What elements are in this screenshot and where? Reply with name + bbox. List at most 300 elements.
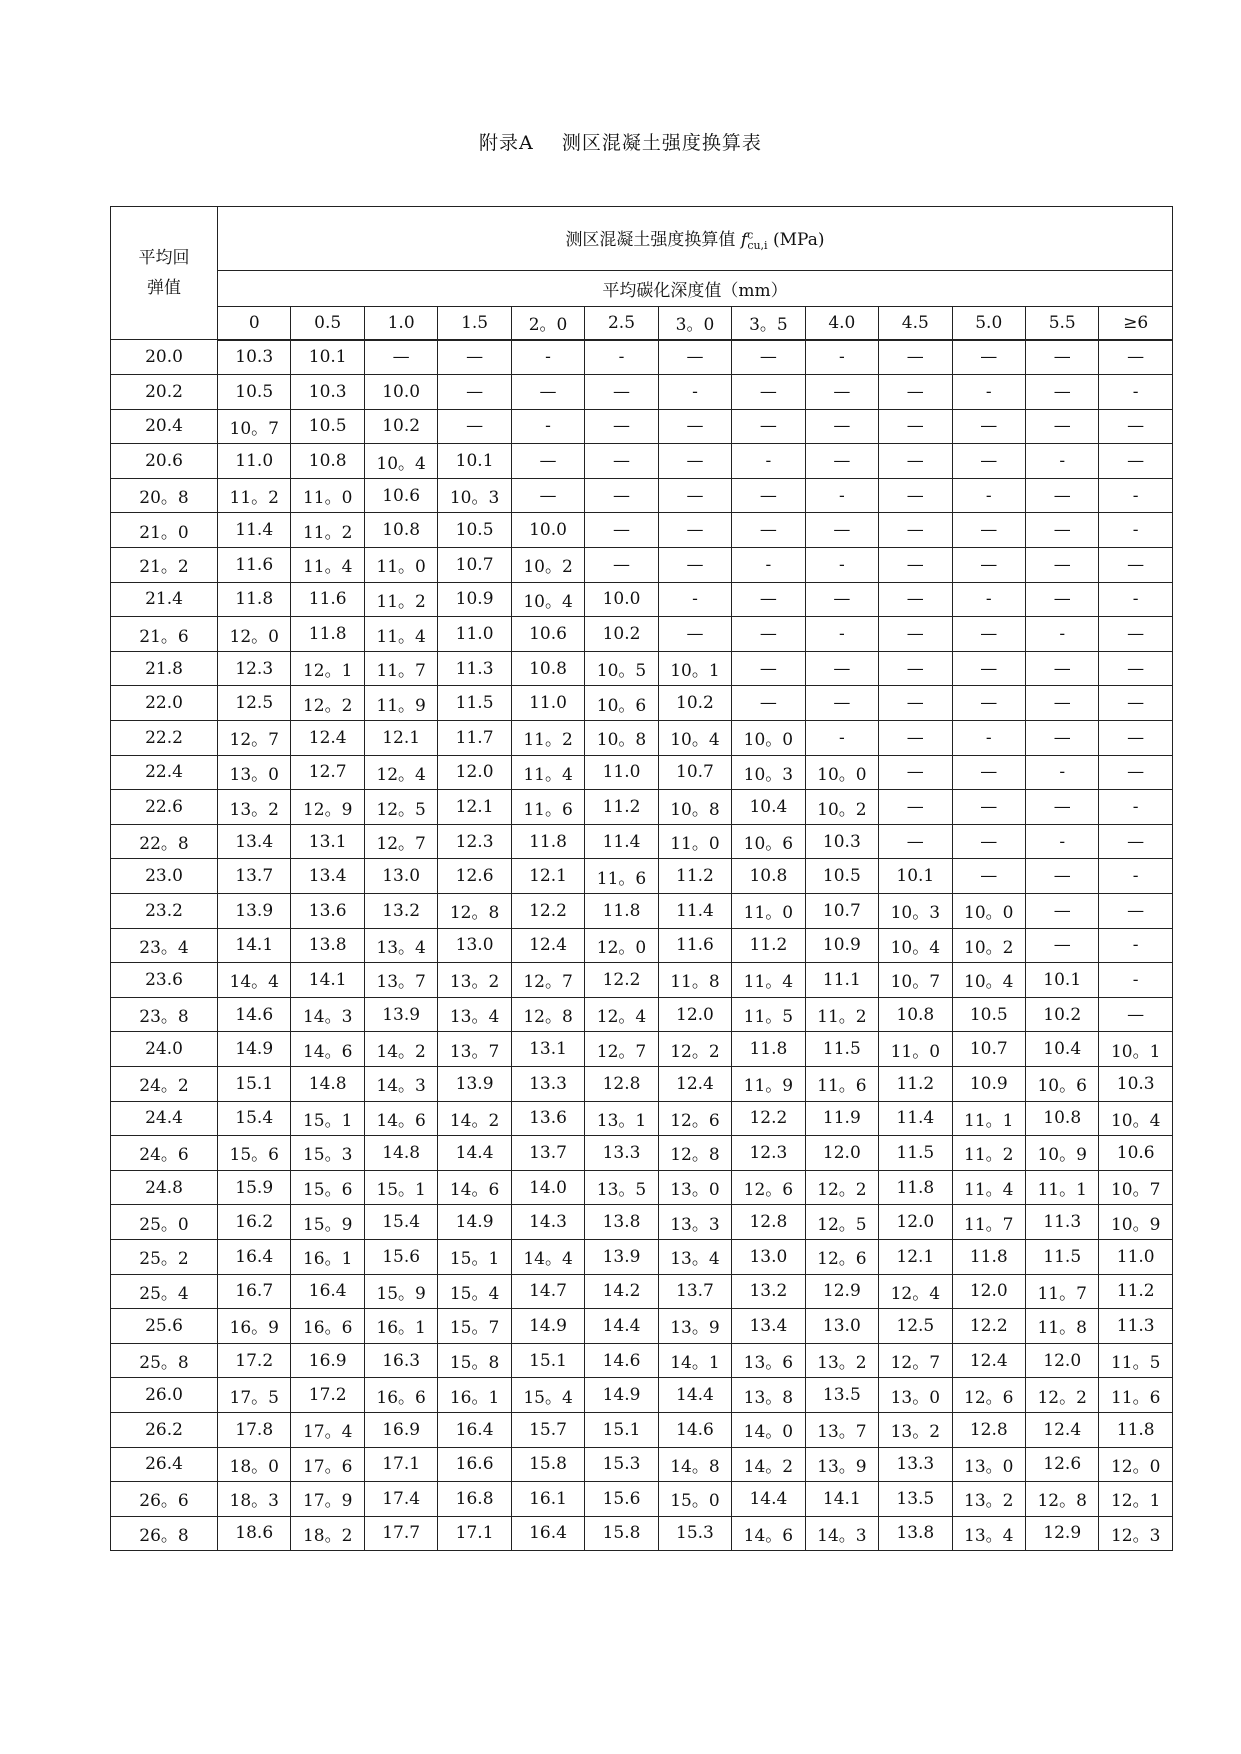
strength-value-cell: 10。8 <box>585 721 658 756</box>
table-body <box>111 340 1173 1551</box>
strength-value-cell: — <box>1099 340 1172 375</box>
strength-value-cell: 15.3 <box>658 1516 731 1551</box>
strength-value-cell: 13.9 <box>438 1066 511 1101</box>
strength-value-cell: 15。6 <box>291 1170 364 1205</box>
strength-value-cell: 12。7 <box>511 963 584 998</box>
strength-value-cell: 12。3 <box>1099 1516 1172 1551</box>
table-row <box>111 1101 1173 1136</box>
strength-value-cell: 11。2 <box>952 1136 1025 1171</box>
strength-value-cell: 13.7 <box>658 1274 731 1309</box>
strength-value-cell: 15。7 <box>438 1309 511 1344</box>
strength-value-cell: — <box>952 755 1025 790</box>
strength-value-cell: — <box>364 340 437 375</box>
strength-value-cell: — <box>658 444 731 479</box>
strength-value-cell: — <box>952 790 1025 825</box>
table-row <box>111 1447 1173 1482</box>
strength-value-cell: 15。9 <box>291 1205 364 1240</box>
strength-value-cell: 15。3 <box>291 1136 364 1171</box>
strength-value-cell: 11.3 <box>1099 1309 1172 1344</box>
group-header-strength <box>218 207 1173 271</box>
strength-value-cell: 11。6 <box>585 859 658 894</box>
strength-value-cell: 12。4 <box>879 1274 952 1309</box>
strength-value-cell: 15.7 <box>511 1412 584 1447</box>
strength-value-cell: — <box>658 409 731 444</box>
strength-value-cell: 11。5 <box>732 997 805 1032</box>
strength-value-cell: 16。1 <box>291 1239 364 1274</box>
strength-value-cell: 10。0 <box>952 894 1025 929</box>
column-header: 0 <box>218 307 291 340</box>
strength-value-cell: 13。2 <box>879 1412 952 1447</box>
strength-value-cell: 14.4 <box>438 1136 511 1171</box>
strength-value-cell: 14.6 <box>585 1343 658 1378</box>
strength-value-cell: 13.6 <box>291 894 364 929</box>
strength-value-cell: 10.0 <box>511 513 584 548</box>
strength-value-cell: 10。0 <box>732 721 805 756</box>
formula-subscript: cu,i <box>747 239 768 253</box>
strength-value-cell: 10.3 <box>805 824 878 859</box>
strength-value-cell: - <box>1099 513 1172 548</box>
strength-value-cell: — <box>1025 928 1098 963</box>
strength-value-cell: 12.2 <box>952 1309 1025 1344</box>
rebound-value-cell: 23。4 <box>111 928 218 963</box>
table-row <box>111 928 1173 963</box>
column-header: 2.5 <box>585 307 658 340</box>
strength-value-cell: 14.4 <box>732 1482 805 1517</box>
strength-value-cell: 12.2 <box>511 894 584 929</box>
strength-value-cell: 13。4 <box>364 928 437 963</box>
strength-value-cell: 12.6 <box>438 859 511 894</box>
strength-value-cell: 13.3 <box>511 1066 584 1101</box>
group-header-unit: (MPa) <box>767 229 825 250</box>
strength-value-cell: — <box>1025 340 1098 375</box>
strength-value-cell: 15.8 <box>511 1447 584 1482</box>
strength-value-cell: — <box>805 444 878 479</box>
strength-value-cell: 10。3 <box>879 894 952 929</box>
strength-value-cell: 15.6 <box>364 1239 437 1274</box>
strength-value-cell: 14.9 <box>511 1309 584 1344</box>
strength-value-cell: 10.0 <box>364 375 437 410</box>
strength-value-cell: 13。2 <box>218 790 291 825</box>
strength-value-cell: 10.9 <box>805 928 878 963</box>
strength-value-cell: - <box>805 340 878 375</box>
rebound-value-cell: 22.0 <box>111 686 218 721</box>
strength-value-cell: 16.9 <box>364 1412 437 1447</box>
strength-value-cell: - <box>805 548 878 583</box>
strength-value-cell: 11。9 <box>364 686 437 721</box>
strength-value-cell: 13。4 <box>438 997 511 1032</box>
table-row <box>111 1239 1173 1274</box>
strength-value-cell: 14.4 <box>658 1378 731 1413</box>
strength-value-cell: 13。3 <box>658 1205 731 1240</box>
strength-value-cell: 15。4 <box>511 1378 584 1413</box>
strength-value-cell: 12。0 <box>585 928 658 963</box>
strength-value-cell: — <box>952 444 1025 479</box>
strength-value-cell: 14.2 <box>585 1274 658 1309</box>
strength-value-cell: 12。2 <box>805 1170 878 1205</box>
strength-value-cell: 11.3 <box>438 651 511 686</box>
strength-value-cell: — <box>658 478 731 513</box>
strength-value-cell: 14。6 <box>732 1516 805 1551</box>
strength-value-cell: 12。0 <box>1099 1447 1172 1482</box>
strength-value-cell: 14。2 <box>438 1101 511 1136</box>
strength-value-cell: 10.1 <box>438 444 511 479</box>
strength-value-cell: 14.9 <box>438 1205 511 1240</box>
formula-superscript: c <box>747 228 754 242</box>
table-row <box>111 375 1173 410</box>
strength-value-cell: 13。1 <box>585 1101 658 1136</box>
strength-value-cell: 15.8 <box>585 1516 658 1551</box>
strength-value-cell: 12.2 <box>585 963 658 998</box>
strength-value-cell: — <box>1025 894 1098 929</box>
table-row <box>111 721 1173 756</box>
strength-value-cell: 11。6 <box>1099 1378 1172 1413</box>
strength-value-cell: — <box>805 651 878 686</box>
strength-value-cell: 12.0 <box>658 997 731 1032</box>
strength-value-cell: 13.4 <box>291 859 364 894</box>
strength-value-cell: 16.4 <box>511 1516 584 1551</box>
strength-value-cell: 10.1 <box>1025 963 1098 998</box>
strength-value-cell: 10.5 <box>952 997 1025 1032</box>
strength-value-cell: 15。6 <box>218 1136 291 1171</box>
strength-value-cell: 11。5 <box>1099 1343 1172 1378</box>
strength-value-cell: 13。0 <box>218 755 291 790</box>
rebound-value-cell: 26.0 <box>111 1378 218 1413</box>
strength-value-cell: 10.7 <box>805 894 878 929</box>
strength-value-cell: — <box>879 375 952 410</box>
strength-value-cell: 12.7 <box>291 755 364 790</box>
column-header: 4.0 <box>805 307 878 340</box>
strength-value-cell: 12。1 <box>1099 1482 1172 1517</box>
strength-value-cell: — <box>1025 409 1098 444</box>
rebound-value-cell: 20.6 <box>111 444 218 479</box>
strength-value-cell: — <box>952 340 1025 375</box>
strength-value-cell: 14。6 <box>291 1032 364 1067</box>
rebound-value-cell: 25。0 <box>111 1205 218 1240</box>
column-header: 4.5 <box>879 307 952 340</box>
table-row <box>111 1170 1173 1205</box>
strength-value-cell: 13.5 <box>805 1378 878 1413</box>
strength-value-cell: - <box>511 340 584 375</box>
strength-value-cell: 12。8 <box>1025 1482 1098 1517</box>
table-row <box>111 1343 1173 1378</box>
strength-value-cell: — <box>879 755 952 790</box>
strength-value-cell: 10.9 <box>438 582 511 617</box>
strength-value-cell: — <box>1025 686 1098 721</box>
strength-value-cell: 16.7 <box>218 1274 291 1309</box>
strength-value-cell: 10.1 <box>879 859 952 894</box>
strength-value-cell: — <box>1025 790 1098 825</box>
strength-value-cell: 12。8 <box>511 997 584 1032</box>
strength-value-cell: — <box>879 513 952 548</box>
rebound-value-cell: 24.8 <box>111 1170 218 1205</box>
strength-value-cell: 15.1 <box>218 1066 291 1101</box>
strength-value-cell: 12.5 <box>218 686 291 721</box>
strength-value-cell: — <box>1099 686 1172 721</box>
strength-value-cell: — <box>879 548 952 583</box>
strength-value-cell: 13.4 <box>218 824 291 859</box>
strength-value-cell: 17.2 <box>218 1343 291 1378</box>
strength-value-cell: 14.4 <box>585 1309 658 1344</box>
strength-value-cell: 13。2 <box>952 1482 1025 1517</box>
strength-value-cell: 12.1 <box>879 1239 952 1274</box>
rebound-value-cell: 21。0 <box>111 513 218 548</box>
strength-value-cell: 15.4 <box>218 1101 291 1136</box>
strength-value-cell: 13。7 <box>364 963 437 998</box>
strength-value-cell: 11.8 <box>291 617 364 652</box>
strength-value-cell: 11。7 <box>364 651 437 686</box>
strength-value-cell: 16。6 <box>291 1309 364 1344</box>
strength-value-cell: 10。4 <box>879 928 952 963</box>
strength-value-cell: 16。1 <box>364 1309 437 1344</box>
strength-value-cell: - <box>1099 478 1172 513</box>
strength-value-cell: 10。4 <box>511 582 584 617</box>
strength-value-cell: 12。7 <box>879 1343 952 1378</box>
strength-value-cell: 16.1 <box>511 1482 584 1517</box>
strength-value-cell: - <box>658 582 731 617</box>
strength-value-cell: 13.8 <box>879 1516 952 1551</box>
strength-value-cell: 13。0 <box>952 1447 1025 1482</box>
strength-value-cell: 13。9 <box>658 1309 731 1344</box>
strength-value-cell: 11。6 <box>805 1066 878 1101</box>
rebound-value-cell: 22.6 <box>111 790 218 825</box>
table-row <box>111 859 1173 894</box>
strength-value-cell: 11.0 <box>218 444 291 479</box>
strength-value-cell: 15.3 <box>585 1447 658 1482</box>
strength-value-cell: 11。0 <box>732 894 805 929</box>
strength-value-cell: 11.0 <box>438 617 511 652</box>
strength-value-cell: — <box>1025 651 1098 686</box>
strength-value-cell: 13.4 <box>732 1309 805 1344</box>
strength-value-cell: 13。8 <box>732 1378 805 1413</box>
strength-value-cell: 16。9 <box>218 1309 291 1344</box>
strength-value-cell: 12.1 <box>438 790 511 825</box>
strength-value-cell: — <box>1099 617 1172 652</box>
rebound-value-cell: 20。8 <box>111 478 218 513</box>
strength-value-cell: 13.2 <box>732 1274 805 1309</box>
strength-value-cell: 10。4 <box>952 963 1025 998</box>
strength-value-cell: — <box>1099 651 1172 686</box>
strength-value-cell: 10.0 <box>585 582 658 617</box>
strength-value-cell: 13。0 <box>658 1170 731 1205</box>
strength-value-cell: 13.9 <box>585 1239 658 1274</box>
strength-value-cell: - <box>1025 755 1098 790</box>
row-header-rebound-value <box>111 207 218 340</box>
strength-value-cell: 10.1 <box>291 340 364 375</box>
strength-value-cell: — <box>438 409 511 444</box>
strength-value-cell: - <box>952 478 1025 513</box>
strength-value-cell: 11.2 <box>585 790 658 825</box>
rebound-value-cell: 20.2 <box>111 375 218 410</box>
strength-value-cell: 10.8 <box>879 997 952 1032</box>
strength-value-cell: 10.5 <box>805 859 878 894</box>
strength-value-cell: 17.4 <box>364 1482 437 1517</box>
strength-value-cell: — <box>879 686 952 721</box>
strength-value-cell: - <box>1099 790 1172 825</box>
strength-value-cell: 12.2 <box>732 1101 805 1136</box>
strength-value-cell: - <box>952 582 1025 617</box>
strength-value-cell: 12。1 <box>291 651 364 686</box>
strength-value-cell: 11.8 <box>1099 1412 1172 1447</box>
strength-value-cell: 11。9 <box>732 1066 805 1101</box>
strength-value-cell: 10。4 <box>1099 1101 1172 1136</box>
strength-value-cell: 15.1 <box>585 1412 658 1447</box>
rebound-value-cell: 26.4 <box>111 1447 218 1482</box>
strength-value-cell: 10.5 <box>438 513 511 548</box>
table-row <box>111 963 1173 998</box>
sub-header-carbonation: 平均碳化深度值（mm） <box>218 271 1173 307</box>
strength-value-cell: 15。1 <box>438 1239 511 1274</box>
column-header-row <box>111 307 1173 340</box>
strength-value-cell: 12.5 <box>879 1309 952 1344</box>
strength-value-cell: 11.8 <box>732 1032 805 1067</box>
strength-value-cell: — <box>658 617 731 652</box>
strength-value-cell: 13.9 <box>218 894 291 929</box>
strength-value-cell: 10。9 <box>1099 1205 1172 1240</box>
strength-value-cell: 11.8 <box>879 1170 952 1205</box>
strength-value-cell: 10.9 <box>952 1066 1025 1101</box>
strength-value-cell: 13.3 <box>879 1447 952 1482</box>
rebound-value-cell: 22.2 <box>111 721 218 756</box>
strength-value-cell: — <box>879 582 952 617</box>
strength-value-cell: 13.0 <box>364 859 437 894</box>
strength-value-cell: 11.5 <box>879 1136 952 1171</box>
strength-value-cell: 14。4 <box>218 963 291 998</box>
strength-value-cell: 12.4 <box>952 1343 1025 1378</box>
strength-value-cell: 11.5 <box>438 686 511 721</box>
strength-value-cell: 11.5 <box>1025 1239 1098 1274</box>
strength-value-cell: 17。9 <box>291 1482 364 1517</box>
strength-value-cell: — <box>952 859 1025 894</box>
strength-value-cell: 11。2 <box>291 513 364 548</box>
strength-value-cell: 11。4 <box>952 1170 1025 1205</box>
strength-value-cell: 12。5 <box>805 1205 878 1240</box>
strength-value-cell: 17.1 <box>438 1516 511 1551</box>
strength-value-cell: 11。0 <box>658 824 731 859</box>
strength-value-cell: 13.2 <box>364 894 437 929</box>
strength-value-cell: 16.4 <box>218 1239 291 1274</box>
strength-value-cell: 11.7 <box>438 721 511 756</box>
column-header: 1.0 <box>364 307 437 340</box>
strength-value-cell: - <box>1099 582 1172 617</box>
strength-value-cell: 14。3 <box>805 1516 878 1551</box>
strength-value-cell: 14.1 <box>805 1482 878 1517</box>
strength-value-cell: 12.3 <box>438 824 511 859</box>
strength-value-cell: 11.2 <box>732 928 805 963</box>
strength-value-cell: 12。7 <box>585 1032 658 1067</box>
table-row <box>111 997 1173 1032</box>
strength-value-cell: — <box>585 548 658 583</box>
strength-value-cell: 15.4 <box>364 1205 437 1240</box>
strength-value-cell: 16.6 <box>438 1447 511 1482</box>
strength-value-cell: 10.2 <box>1025 997 1098 1032</box>
strength-value-cell: 14.9 <box>218 1032 291 1067</box>
strength-value-cell: 10.4 <box>1025 1032 1098 1067</box>
strength-value-cell: — <box>585 409 658 444</box>
strength-value-cell: 14.0 <box>511 1170 584 1205</box>
strength-value-cell: 11.8 <box>952 1239 1025 1274</box>
strength-value-cell: 13。2 <box>805 1343 878 1378</box>
strength-value-cell: 13。9 <box>805 1447 878 1482</box>
strength-value-cell: 10.3 <box>291 375 364 410</box>
strength-value-cell: 18.6 <box>218 1516 291 1551</box>
strength-value-cell: 11。6 <box>511 790 584 825</box>
strength-value-cell: 15。4 <box>438 1274 511 1309</box>
strength-value-cell: 14。6 <box>438 1170 511 1205</box>
strength-value-cell: — <box>658 548 731 583</box>
strength-value-cell: 11。4 <box>291 548 364 583</box>
strength-value-cell: 11。8 <box>658 963 731 998</box>
strength-value-cell: 12。7 <box>218 721 291 756</box>
table-header <box>111 207 1173 340</box>
strength-value-cell: 14.3 <box>511 1205 584 1240</box>
strength-value-cell: 12.0 <box>805 1136 878 1171</box>
strength-value-cell: 11。0 <box>364 548 437 583</box>
strength-value-cell: 16。6 <box>364 1378 437 1413</box>
strength-value-cell: 16。1 <box>438 1378 511 1413</box>
strength-value-cell: 13.9 <box>364 997 437 1032</box>
table-row <box>111 651 1173 686</box>
strength-value-cell: 12。2 <box>291 686 364 721</box>
strength-value-cell: — <box>1099 721 1172 756</box>
strength-value-cell: 13.1 <box>511 1032 584 1067</box>
strength-value-cell: 11。8 <box>1025 1309 1098 1344</box>
strength-value-cell: 10.2 <box>658 686 731 721</box>
strength-value-cell: 10.7 <box>658 755 731 790</box>
strength-value-cell: 10。0 <box>805 755 878 790</box>
strength-value-cell: 16.3 <box>364 1343 437 1378</box>
strength-value-cell: — <box>1099 894 1172 929</box>
strength-value-cell: 14。6 <box>364 1101 437 1136</box>
strength-value-cell: 12。6 <box>658 1101 731 1136</box>
strength-value-cell: 11.2 <box>658 859 731 894</box>
strength-value-cell: 11。2 <box>218 478 291 513</box>
strength-value-cell: 12.4 <box>291 721 364 756</box>
strength-value-cell: 15.6 <box>585 1482 658 1517</box>
strength-value-cell: 14.6 <box>658 1412 731 1447</box>
strength-value-cell: 14。8 <box>658 1447 731 1482</box>
rebound-value-cell: 24。2 <box>111 1066 218 1101</box>
rebound-value-cell: 20.4 <box>111 409 218 444</box>
strength-value-cell: — <box>438 340 511 375</box>
strength-value-cell: - <box>1099 963 1172 998</box>
strength-value-cell: — <box>585 444 658 479</box>
strength-value-cell: 16.2 <box>218 1205 291 1240</box>
strength-value-cell: 11.8 <box>585 894 658 929</box>
strength-value-cell: 11.9 <box>805 1101 878 1136</box>
strength-value-cell: 10.8 <box>291 444 364 479</box>
strength-value-cell: — <box>585 478 658 513</box>
strength-value-cell: 10.8 <box>511 651 584 686</box>
strength-value-cell: 10。2 <box>805 790 878 825</box>
strength-value-cell: 12.1 <box>364 721 437 756</box>
strength-value-cell: 13.0 <box>805 1309 878 1344</box>
strength-value-cell: 10。8 <box>658 790 731 825</box>
rebound-value-cell: 26。8 <box>111 1516 218 1551</box>
strength-value-cell: — <box>879 409 952 444</box>
strength-value-cell: 14。3 <box>291 997 364 1032</box>
strength-value-cell: 13。7 <box>438 1032 511 1067</box>
strength-value-cell: 10.2 <box>585 617 658 652</box>
strength-value-cell: — <box>732 617 805 652</box>
strength-value-cell: 15.1 <box>511 1343 584 1378</box>
strength-value-cell: 12。8 <box>438 894 511 929</box>
strength-value-cell: 10.5 <box>218 375 291 410</box>
strength-value-cell: 11。2 <box>364 582 437 617</box>
strength-value-cell: — <box>879 721 952 756</box>
rebound-value-cell: 21.8 <box>111 651 218 686</box>
strength-value-cell: 16.4 <box>291 1274 364 1309</box>
strength-value-cell: 13.0 <box>438 928 511 963</box>
